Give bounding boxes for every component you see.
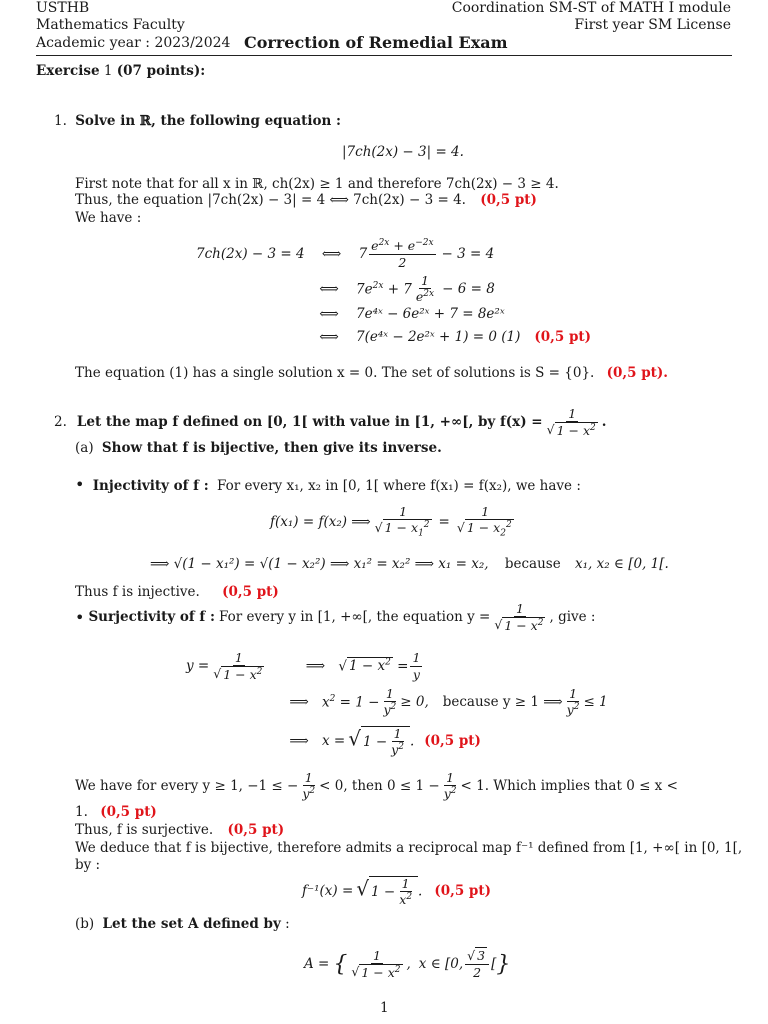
q1-eq2-tail: − 6 = 8 <box>442 281 495 297</box>
equiv-arrow-4: ⟺ <box>319 329 339 345</box>
q1-eq4: 7(e⁴ˣ − 2e²ˣ + 1) = 0 (1) <box>356 329 521 345</box>
exercise-heading <box>36 63 205 79</box>
q1-we-have: We have : <box>75 210 142 226</box>
exercise-points: (07 points): <box>116 63 206 79</box>
equiv-arrow-3: ⟺ <box>319 306 339 322</box>
range-frac-2: $\frac{1}{y^2}$ <box>443 770 457 802</box>
q1-note2: Thus, the equation |7ch(2x) − 3| = 4 ⟺ 7ch(2x) − 3 = 4. <box>75 192 466 208</box>
q1-points-3: (0,5 pt). <box>606 365 668 381</box>
q1-eq-lhs: 7ch(2x) − 3 = 4 <box>196 246 305 262</box>
equiv-arrow-1: ⟺ <box>321 246 342 262</box>
range-points: (0,5 pt) <box>100 804 157 820</box>
q2b-colon: : <box>285 916 290 932</box>
inj-points: (0,5 pt) <box>222 584 279 600</box>
document-title: Correction of Remedial Exam <box>244 33 508 52</box>
q1-eq3: 7e⁴ˣ − 6e²ˣ + 7 = 8e²ˣ <box>356 306 505 322</box>
q1-equation: |7ch(2x) − 3| = 4. <box>342 144 464 160</box>
surj-row2-frac2: $\frac{1}{y^2}$ <box>566 686 580 718</box>
surj-frac: $\frac{1}{√ 1 - x^2}$ <box>494 601 544 633</box>
q2-number: 2. <box>54 414 67 430</box>
header-faculty: Mathematics Faculty <box>36 17 185 33</box>
q1-align-row3 <box>310 304 505 324</box>
bullet-icon: • <box>75 475 85 494</box>
q2a-title: Show that f is bijective, then give its inverse. <box>101 440 442 456</box>
surj-give: , give : <box>549 609 596 625</box>
q1-title: Solve in ℝ, the following equation : <box>75 113 342 129</box>
q2-heading: 2. Let the map f defined on [0, 1[ with value in [1, +∞[, by f(x) = $\frac{1}{√ 1 - x^2}$ . <box>54 406 607 438</box>
injectivity-text: For every x₁, x₂ in [0, 1[ where f(x₁) = f(x₂), we have : <box>216 478 581 494</box>
inj-because: because <box>504 556 561 572</box>
inverse-formula: f⁻¹(x) = √ 1 − $\frac{1}{x^2}$ . (0,5 pt) <box>302 875 491 908</box>
surj-leq1: ≤ 1 <box>583 694 608 710</box>
injectivity-title: Injectivity of f : <box>92 478 209 494</box>
inverse-lhs: f⁻¹(x) = <box>302 883 354 899</box>
q1-align-row1: 7ch(2x) − 3 = 4 ⟺ 7 $\frac{e^{2x} + e^{-2x}}{2}$ − 3 = 4 <box>196 238 495 270</box>
q1-conclusion: The equation (1) has a single solution x = 0. The set of solutions is S = {0}. <box>75 365 595 381</box>
surj-row1-rhs: $\frac{1}{y}$ <box>412 650 421 682</box>
inverse-points: (0,5 pt) <box>434 883 491 899</box>
surj-row3: ⟹ x = √ 1 − $\frac{1}{y^2}$ . (0,5 pt) <box>280 720 481 762</box>
q1-points-2: (0,5 pt) <box>534 329 592 345</box>
injectivity-line <box>75 475 581 494</box>
implies-arrow-3: ⟹ <box>289 733 309 749</box>
q1-frac-inv: $\frac{1}{e^{2x}}$ <box>415 273 435 305</box>
header-rule <box>36 55 732 56</box>
inj-frac-2: $\frac{1}{√ 1 - x_2^2}$ <box>456 503 512 539</box>
header-license: First year SM License <box>574 17 731 33</box>
deduce-text: We deduce that f is bijective, therefore admits a reciprocal map f⁻¹ defined from [1, +∞[ in [0, 1[, <box>75 840 743 856</box>
q1-points-1: (0,5 pt) <box>480 192 537 208</box>
surjectivity-title: Surjectivity of f : <box>88 609 215 625</box>
surj-points-1: (0,5 pt) <box>424 733 481 749</box>
by-text: by : <box>75 857 101 873</box>
set-a-definition: A = { $\frac{1}{√ 1 - x^2}$ , x ∈ [0, $\frac{√ 3}{2}$ [ } <box>304 948 511 980</box>
inj-eq2-line <box>150 556 669 572</box>
inj-done: Thus f is injective. <box>75 584 200 600</box>
page-number: 1 <box>380 1000 389 1016</box>
set-frac-sqrt3: $\frac{√ 3}{2}$ <box>465 949 489 978</box>
range-frac-1: $\frac{1}{y^2}$ <box>302 770 316 802</box>
range-line <box>75 766 678 806</box>
surj-points-2: (0,5 pt) <box>227 822 285 838</box>
q1-number: 1. <box>54 113 67 129</box>
range-c: < 1. Which implies that 0 ≤ x < <box>460 778 678 794</box>
exercise-label: Exercise <box>36 63 100 79</box>
q1-note1: First note that for all x in ℝ, ch(2x) ≥ 1 and therefore 7ch(2x) − 3 ≥ 4. <box>75 176 559 192</box>
q1-note2-line <box>75 192 537 208</box>
q2-title: Let the map f defined on [0, 1[ with value in [1, +∞[, by f(x) = <box>76 414 543 430</box>
q2a-heading <box>75 440 442 456</box>
surjective-conclusion <box>75 822 284 838</box>
q2b-label: (b) <box>75 916 95 932</box>
set-frac: $\frac{1}{√ 1 - x^2}$ <box>351 948 401 980</box>
exercise-number: 1 <box>103 63 113 79</box>
range-end-line <box>75 804 157 820</box>
surjectivity-line <box>75 597 595 637</box>
surj-row2: ⟹ $x^2 = 1$ − $\frac{1}{y^2}$ ≥ 0, because y ≥ 1 ⟹ $\frac{1}{y^2}$ ≤ 1 <box>280 682 608 722</box>
q1-align-row2: ⟺ $7e^{2x} + 7$ $\frac{1}{e^{2x}}$ − 6 = 8 <box>310 272 495 306</box>
implies-arrow-1: ⟹ <box>305 658 326 674</box>
equiv-arrow-2: ⟺ <box>319 281 339 297</box>
q1-frac-ch: $\frac{e^{2x} + e^{-2x}}{2}$ <box>371 238 434 270</box>
inj-cond: x₁, x₂ ∈ [0, 1[. <box>574 556 669 572</box>
inj-eq2: ⟹ √(1 − x₁²) = √(1 − x₂²) ⟹ x₁² = x₂² ⟹ x₁ = x₂, <box>150 556 489 572</box>
q2a-label: (a) <box>75 440 94 456</box>
range-end: 1. <box>75 804 88 820</box>
q1-eq1-tail: − 3 = 4 <box>441 246 495 262</box>
range-a: We have for every y ≥ 1, −1 ≤ − <box>75 778 299 794</box>
set-lhs: A = <box>304 956 330 972</box>
range-b: < 0, then 0 ≤ 1 − <box>319 778 440 794</box>
q2-frac-f: $\frac{1}{√ 1 - x^2}$ <box>546 406 596 438</box>
surj-row1-frac: $\frac{1}{√ 1 - x^2}$ <box>213 650 263 682</box>
surj-row1: y = $\frac{1}{√ 1 - x^2}$ ⟹ √ $1 - x^2$ = $\frac{1}{y}$ <box>186 650 421 682</box>
q1-heading <box>54 113 341 129</box>
implies-arrow-2: ⟹ <box>289 694 309 710</box>
inj-frac-1: $\frac{1}{√ 1 - x_1^2}$ <box>374 503 430 539</box>
surj-row2-frac: $\frac{1}{y^2}$ <box>383 686 397 718</box>
header-coordination: Coordination SM-ST of MATH I module <box>451 0 731 16</box>
surj-done: Thus, f is surjective. <box>75 822 214 838</box>
surj-geq0: ≥ 0, <box>400 694 429 710</box>
q2b-heading <box>75 916 290 932</box>
inj-eq1: f(x₁) = f(x₂) ⟹ $\frac{1}{√ 1 - x_1^2}$ = $\frac{1}{√ 1 - x_2^2}$ <box>270 500 518 544</box>
header-academic-year: Academic year : 2023/2024 <box>36 35 231 51</box>
bullet-icon-2: • <box>75 607 85 627</box>
q1-conclusion-line <box>75 365 668 381</box>
inj-eq1-lhs: f(x₁) = f(x₂) ⟹ <box>270 514 371 530</box>
q2b-title: Let the set A defined by <box>102 916 281 932</box>
surjectivity-text: For every y in [1, +∞[, the equation y = <box>218 609 491 625</box>
header-institution: USTHB <box>36 0 90 16</box>
surj-because: because y ≥ 1 ⟹ <box>442 694 563 710</box>
set-cond: x ∈ [0, <box>418 956 464 972</box>
q1-align-row4 <box>310 326 591 348</box>
